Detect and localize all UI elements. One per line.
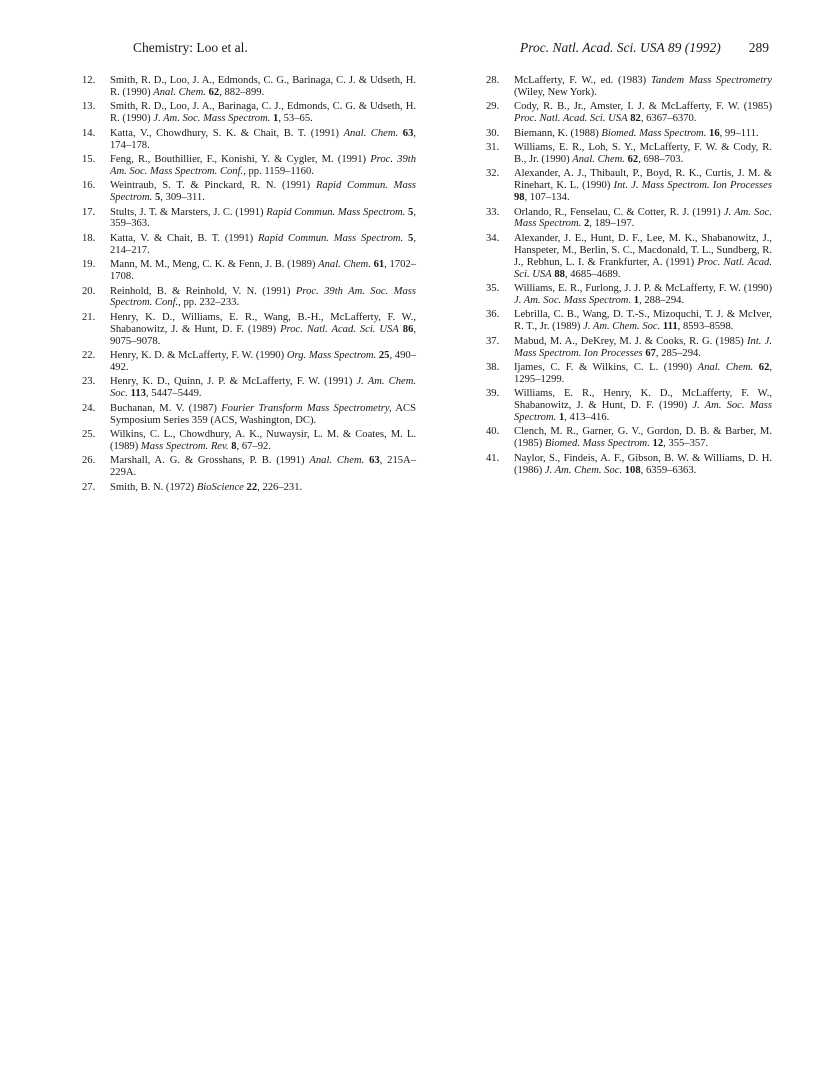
reference-journal: Rapid Commun. Mass Spectrom. [110, 180, 416, 204]
reference-number: 16. [82, 180, 96, 192]
reference-authors: Clench, M. R., Garner, G. V., Gordon, D. B. & Barber, M. (1985) [514, 426, 772, 450]
reference-volume: 16 [709, 127, 720, 139]
reference-item [486, 142, 772, 166]
reference-item [82, 180, 416, 204]
reference-journal: Proc. Natl. Acad. Sci. USA [280, 323, 399, 335]
reference-item [486, 362, 772, 386]
reference-item [82, 128, 416, 152]
reference-volume: 82 [630, 113, 641, 125]
reference-authors: Orlando, R., Fenselau, C. & Cotter, R. J. (1991) [514, 206, 721, 218]
reference-journal: BioScience [196, 481, 244, 493]
reference-pages: , 5447–5449. [145, 388, 202, 400]
reference-authors: Williams, E. R., Loh, S. Y., McLafferty, F. W. & Cody, R. B., Jr. (1990) [514, 142, 772, 165]
running-header [0, 40, 816, 62]
reference-number: 35. [486, 283, 500, 294]
reference-volume: 113 [130, 388, 146, 400]
reference-authors: Cody, R. B., Jr., Amster, I. J. & McLafferty, F. W. (1985) [514, 101, 772, 113]
reference-item [486, 309, 772, 333]
reference-journal: Proc. Natl. Acad. Sci. USA [514, 113, 628, 125]
reference-number: 13. [82, 101, 96, 113]
reference-number: 41. [486, 452, 500, 464]
reference-authors: Smith, R. D., Loo, J. A., Barinaga, C. J., Edmonds, C. G. & Udseth, H. R. (1990) [110, 101, 416, 125]
reference-number: 32. [486, 168, 500, 180]
reference-number: 15. [82, 153, 96, 165]
reference-pages: , 8593–8598. [677, 321, 734, 333]
reference-journal: J. Am. Soc. Mass Spectrom. [514, 400, 773, 424]
reference-number: 29. [486, 101, 500, 113]
reference-pages: , 1295–1299. [514, 361, 773, 385]
header-journal: Proc. Natl. Acad. Sci. USA 89 (1992) [520, 40, 721, 55]
reference-authors: Alexander, J. E., Hunt, D. F., Lee, M. K., Shabanowitz, J., Hanspeter, M., Berlin, S. C., Macdonald, T. L., Sundberg, R. J., Rebhun, L. I. & Frankfurter, A. (1991) [514, 232, 772, 268]
reference-journal: Anal. Chem. [697, 361, 754, 373]
reference-pages: , 214–217. [110, 232, 416, 256]
reference-volume: 62 [208, 86, 220, 98]
reference-number: 12. [82, 75, 96, 86]
reference-authors: Reinhold, B. & Reinhold, V. N. (1991) [110, 285, 291, 297]
reference-pages: , 359–363. [110, 206, 416, 230]
reference-journal: Rapid Commun. Mass Spectrom. [257, 232, 404, 244]
reference-item [486, 453, 772, 477]
reference-authors: Henry, K. D. & McLafferty, F. W. (1990) [110, 350, 285, 362]
reference-item [82, 312, 416, 348]
reference-item [82, 403, 416, 427]
reference-journal: Tandem Mass Spectrometry [650, 75, 772, 86]
reference-pages: , 288–294. [639, 294, 685, 306]
reference-journal: Fourier Transform Mass Spectrometry, [221, 402, 392, 414]
reference-item [486, 168, 772, 204]
reference-authors: Lebrilla, C. B., Wang, D. T.-S., Mizoquchi, T. J. & McIver, R. T., Jr. (1989) [514, 309, 772, 333]
reference-volume: 1 [558, 412, 565, 424]
reference-item [486, 336, 772, 360]
reference-item [82, 75, 416, 99]
reference-number: 40. [486, 426, 500, 438]
reference-number: 19. [82, 259, 96, 271]
reference-number: 28. [486, 75, 500, 86]
reference-volume: 12 [652, 438, 664, 450]
reference-authors: Williams, E. R., Furlong, J. J. P. & McLafferty, F. W. (1990) [514, 283, 772, 294]
reference-authors: Henry, K. D., Quinn, J. P. & McLafferty, F. W. (1991) [110, 376, 353, 388]
reference-pages: , 174–178. [110, 127, 417, 151]
reference-journal: Proc. 39th Am. Soc. Mass Spectrom. Conf. [110, 285, 417, 309]
reference-pages: (Wiley, New York). [514, 86, 597, 98]
reference-authors: Weintraub, S. T. & Pinckard, R. N. (1991) [110, 180, 311, 192]
reference-authors: Wilkins, C. L., Chowdhury, A. K., Nuwaysir, L. M. & Coates, M. L. (1989) [110, 428, 416, 452]
reference-journal: J. Am. Chem. Soc. [110, 376, 416, 400]
reference-number: 17. [82, 206, 96, 218]
reference-number: 23. [82, 376, 96, 388]
reference-journal: Mass Spectrom. Rev. [140, 440, 229, 452]
reference-number: 31. [486, 142, 500, 154]
page-number: 289 [748, 40, 769, 55]
reference-item [82, 429, 416, 453]
reference-number: 22. [82, 350, 96, 362]
reference-volume: 62 [627, 153, 639, 165]
reference-volume: 86 [402, 323, 414, 335]
reference-authors: Smith, R. D., Loo, J. A., Edmonds, C. G., Barinaga, C. J. & Udseth, H. R. (1990) [110, 75, 416, 98]
reference-journal: Biomed. Mass Spectrom. [544, 438, 650, 450]
reference-volume: 2 [583, 218, 590, 230]
reference-pages: , 285–294. [655, 347, 701, 359]
reference-authors: Feng, R., Bouthillier, F., Konishi, Y. & Cygler, M. (1991) [110, 153, 367, 165]
reference-journal: Int. J. Mass Spectrom. Ion Processes [514, 335, 772, 359]
reference-volume: 98 [514, 192, 525, 204]
reference-item [82, 259, 416, 283]
reference-pages: , 698–703. [638, 153, 684, 165]
reference-pages: , 226–231. [257, 481, 303, 493]
reference-item [486, 207, 772, 231]
reference-number: 27. [82, 481, 96, 493]
reference-authors: Smith, B. N. (1972) [110, 481, 195, 493]
reference-journal: J. Am. Chem. Soc. [544, 464, 623, 476]
reference-item [82, 350, 416, 374]
reference-pages: , 413–416. [564, 412, 610, 424]
reference-number: 20. [82, 285, 96, 297]
header-section-title: Chemistry: Loo et al. [133, 40, 248, 55]
reference-authors: Alexander, A. J., Thibault, P., Boyd, R. K., Curtis, J. M. & Rinehart, K. L. (1990) [514, 168, 772, 192]
reference-volume: 63 [402, 127, 414, 139]
reference-volume: 8 [231, 440, 237, 452]
reference-item [486, 128, 772, 140]
reference-pages: , 4685–4689. [564, 268, 621, 280]
reference-item [486, 388, 772, 424]
reference-item [82, 455, 416, 479]
reference-pages: , 309–311. [160, 192, 205, 204]
reference-number: 39. [486, 388, 500, 400]
reference-authors: Katta, V., Chowdhury, S. K. & Chait, B. T. (1991) [110, 127, 339, 139]
reference-journal: Proc. Natl. Acad. Sci. USA [514, 256, 772, 280]
reference-journal: Anal. Chem. [318, 259, 371, 271]
reference-item [486, 283, 772, 307]
reference-item [486, 75, 772, 99]
reference-pages: , 189–197. [589, 218, 635, 230]
reference-item [486, 233, 772, 281]
reference-number: 18. [82, 232, 96, 244]
reference-item [82, 101, 416, 125]
reference-volume: 5 [154, 192, 161, 204]
reference-journal: Org. Mass Spectrom. [286, 350, 377, 362]
reference-number: 14. [82, 127, 96, 139]
reference-volume: 22 [246, 481, 258, 493]
reference-item [486, 101, 772, 125]
reference-authors: Henry, K. D., Williams, E. R., Wang, B.-H., McLafferty, F. W., Shabanowitz, J. & Hunt, D. F. (1989) [110, 311, 416, 335]
reference-journal: Biomed. Mass Spectrom. [601, 127, 707, 139]
reference-volume: 61 [373, 259, 385, 271]
reference-volume: 1 [633, 294, 640, 306]
reference-pages: , 67–92. [236, 440, 271, 452]
reference-item [82, 376, 416, 400]
reference-number: 36. [486, 309, 500, 321]
reference-item [82, 482, 416, 494]
reference-pages: , 355–357. [663, 438, 709, 450]
reference-journal: J. Am. Soc. Mass Spectrom. [153, 113, 271, 125]
reference-pages: , 1702–1708. [110, 259, 417, 283]
reference-pages: , 490–492. [110, 350, 416, 373]
header-journal-info [520, 40, 769, 56]
reference-volume: 67 [645, 347, 656, 359]
reference-volume: 25 [378, 350, 390, 362]
reference-journal: Proc. 39th Am. Soc. Mass Spectrom. Conf. [110, 153, 416, 177]
reference-number: 34. [486, 232, 500, 244]
reference-journal: J. Am. Soc. Mass Spectrom. [514, 294, 632, 306]
reference-number: 25. [82, 428, 96, 440]
reference-authors: Mabud, M. A., DeKrey, M. J. & Cooks, R. G. (1985) [514, 335, 744, 347]
reference-authors: Williams, E. R., Henry, K. D., McLafferty, F. W., Shabanowitz, J. & Hunt, D. F. (1990) [514, 388, 772, 412]
reference-pages: , 107–134. [524, 192, 570, 204]
reference-journal: Anal. Chem. [343, 127, 399, 139]
reference-authors: Biemann, K. (1988) [514, 127, 599, 139]
reference-pages: , 6367–6370. [640, 113, 697, 125]
reference-authors: Stults, J. T. & Marsters, J. C. (1991) [110, 206, 264, 218]
reference-authors: McLafferty, F. W., ed. (1983) [514, 75, 647, 86]
reference-number: 24. [82, 402, 96, 414]
reference-pages: , 9075–9078. [110, 323, 417, 347]
reference-journal: Anal. Chem. [309, 455, 365, 467]
reference-number: 30. [486, 127, 500, 139]
reference-volume: 5 [408, 232, 414, 244]
reference-journal: J. Am. Soc. Mass Spectrom. [514, 206, 772, 230]
reference-number: 21. [82, 311, 96, 323]
reference-pages: , 215A–229A. [110, 455, 416, 479]
reference-pages: ACS Symposium Series 359 (ACS, Washington, DC). [110, 402, 416, 426]
reference-pages: , pp. 1159–1160. [243, 165, 314, 177]
reference-volume: 63 [369, 455, 380, 467]
reference-authors: Katta, V. & Chait, B. T. (1991) [110, 232, 254, 244]
references-right-column [486, 75, 772, 479]
reference-volume: 5 [408, 206, 414, 218]
reference-item [82, 154, 416, 178]
reference-volume: 62 [758, 361, 770, 373]
reference-authors: Buchanan, M. V. (1987) [110, 402, 217, 414]
reference-volume: 1 [273, 113, 279, 125]
reference-pages: , 6359–6363. [640, 464, 697, 476]
reference-number: 38. [486, 361, 500, 373]
reference-volume: 111 [662, 321, 678, 333]
reference-journal: Rapid Commun. Mass Spectrom. [266, 206, 406, 218]
reference-volume: 108 [624, 464, 641, 476]
reference-journal: J. Am. Chem. Soc. [583, 321, 661, 333]
reference-item [486, 426, 772, 450]
reference-journal: Int. J. Mass Spectrom. Ion Processes [613, 180, 772, 192]
reference-authors: Mann, M. M., Meng, C. K. & Fenn, J. B. (1989) [110, 259, 316, 271]
reference-pages: , 882–899. [219, 86, 265, 98]
reference-item [82, 233, 416, 257]
reference-item [82, 207, 416, 231]
reference-pages: , 99–111. [719, 127, 759, 139]
reference-authors: Naylor, S., Findeis, A. F., Gibson, B. W. & Williams, D. H. (1986) [514, 452, 772, 476]
reference-volume: 88 [554, 268, 565, 280]
reference-item [82, 286, 416, 310]
reference-pages: , 53–65. [278, 113, 313, 125]
reference-number: 33. [486, 206, 500, 218]
reference-pages: , pp. 232–233. [178, 297, 240, 309]
reference-number: 37. [486, 335, 500, 347]
reference-journal: Anal. Chem. [572, 153, 625, 165]
reference-journal: Anal. Chem. [153, 86, 206, 98]
reference-number: 26. [82, 455, 96, 467]
reference-authors: Marshall, A. G. & Grosshans, P. B. (1991) [110, 455, 305, 467]
references-left-column [82, 75, 416, 496]
reference-authors: Ijames, C. F. & Wilkins, C. L. (1990) [514, 361, 693, 373]
